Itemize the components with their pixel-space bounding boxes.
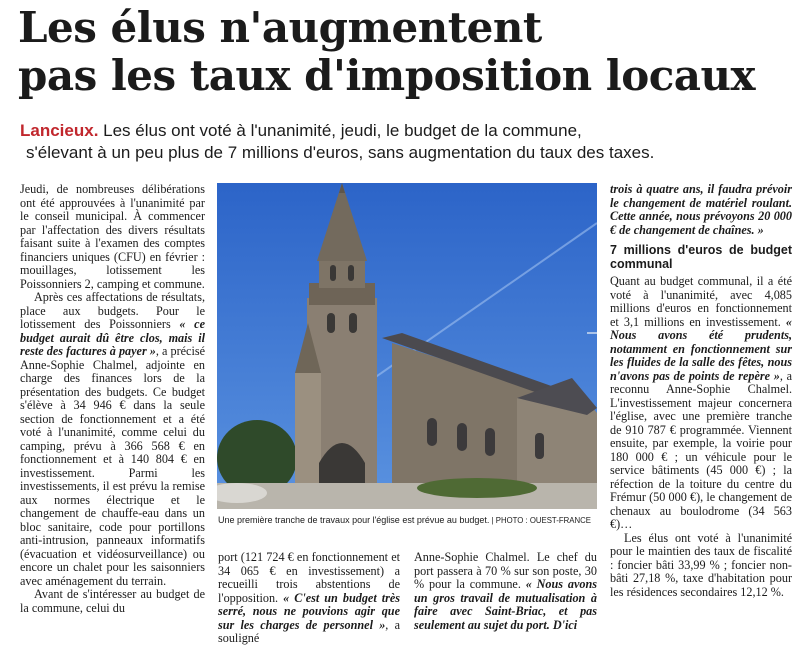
quote: « C'est un budget très serré, nous ne pouvions agir que sur les charges de personnel » [218, 590, 400, 632]
col1-paragraph-3: Avant de s'intéresser au budget de la commune, celui du [20, 587, 205, 615]
caption-text: Une première tranche de travaux pour l'église est prévue au budget. [218, 515, 490, 525]
col4-paragraph-1: Quant au budget communal, il a été voté à l'unanimité, avec 4,085 millions d'euros en fonctionnement et 3,1 millions en investissement. « Nous avons été prudents, notamment en fonctionnement sur les fluides de la salle des fêtes, nous n'avons pas de points de repère », a reconnu Anne-Sophie Chalmel. L'investissement majeur concernera l'église, avec une première tranche de 910 787 € programmée. Viennent ensuite, par exemple, la voirie pour 180 000 € ; un véhicule pour le service bâtiments (45 000 €) ; la réfection de la toiture du centre du Frémur (50 000 €), le changement de chenaux au boulodrome (34 563 €)… [610, 274, 792, 531]
photo-caption [218, 514, 598, 527]
column-1 [20, 183, 205, 615]
column-4 [610, 183, 792, 599]
subheading: 7 millions d'euros de budget communal [610, 243, 792, 271]
col4-quote-continued: trois à quatre ans, il faudra prévoir le changement de matériel roulant. Cette année, nous prévoyons 20 000 € de changement de chaînes. » [610, 182, 792, 237]
col4-paragraph-2: Les élus ont voté à l'unanimité pour le maintien des taux de fiscalité : foncier bâti 33,99 % ; foncier non-bâti 27,18 %, taxe d'habitation pour les résidences secondaires 12,12 %. [610, 530, 792, 599]
col1-paragraph-1: Jeudi, de nombreuses délibérations ont été approuvées à l'unanimité par le conseil municipal. À commencer par l'affectation des divers résultats faisant suite à l'examen des comptes financiers uniques (CFU) en février : mouillages, lotissement les Poissonniers 2, camping et commune. [20, 182, 205, 291]
quote: « ce budget aurait dû être clos, mais il reste des factures à payer » [20, 317, 205, 358]
lead-line-2: s'élevant à un peu plus de 7 millions d'euros, sans augmentation du taux des taxes. [26, 143, 655, 162]
col3-paragraph: Anne-Sophie Chalmel. Le chef du port passera à 70 % sur son poste, 30 % pour la commune. « Nous avons un gros travail de mutualisation à faire avec Saint-Briac, et pas seulement au sujet du port. D'ici [414, 550, 597, 632]
church-illustration [217, 183, 597, 509]
col2-paragraph: port (121 724 € en fonctionnement et 34 065 € en investissement) a recueilli trois abstentions de l'opposition. « C'est un budget très serré, nous ne pouvions agir que sur les charges de personnel », a souligné [218, 550, 400, 645]
col1-paragraph-2: Après ces affectations de résultats, place aux budgets. Pour le lotissement des Poissonniers « ce budget aurait dû être clos, mais il reste des factures à payer », a précisé Anne-Sophie Chalmel, adjointe en charge des finances lors de la présentation des budgets. Ce budget s'élève à 34 946 € dans la seule section de fonctionnement et a été voté à l'unanimité, comme celui du camping, prévu à 366 568 € en fonctionnement et à 140 804 € en investissement. Parmi les investissements, il est prévu la remise aux normes électrique et le changement de chauffe-eau dans un bloc sanitaire, code pour portillons anti-intrusion, panneaux informatifs (évacuation et vidéosurveillance) ou encore un chalet pour les saisonniers avec aménagement du terrain. [20, 290, 205, 588]
quote: « Nous avons été prudents, notamment en fonctionnement sur les fluides de la salle des fêtes, nous n'avons pas de points de repère » [610, 314, 792, 383]
column-2 [218, 551, 400, 646]
church-photo [217, 183, 597, 509]
headline [18, 4, 788, 100]
location-label: Lancieux. [20, 121, 99, 140]
headline-line-2: pas les taux d'imposition locaux [18, 51, 756, 100]
column-3 [414, 551, 597, 632]
headline-line-1: Les élus n'augmentent [18, 3, 542, 52]
photo-credit: | PHOTO : OUEST-FRANCE [489, 516, 591, 525]
lead-paragraph [20, 120, 790, 164]
lead-line-1: Les élus ont voté à l'unanimité, jeudi, le budget de la commune, [98, 121, 582, 140]
quote: « Nous avons un gros travail de mutualisation à faire avec Saint-Briac, et pas seulement au sujet du port. D'ici [414, 577, 597, 632]
